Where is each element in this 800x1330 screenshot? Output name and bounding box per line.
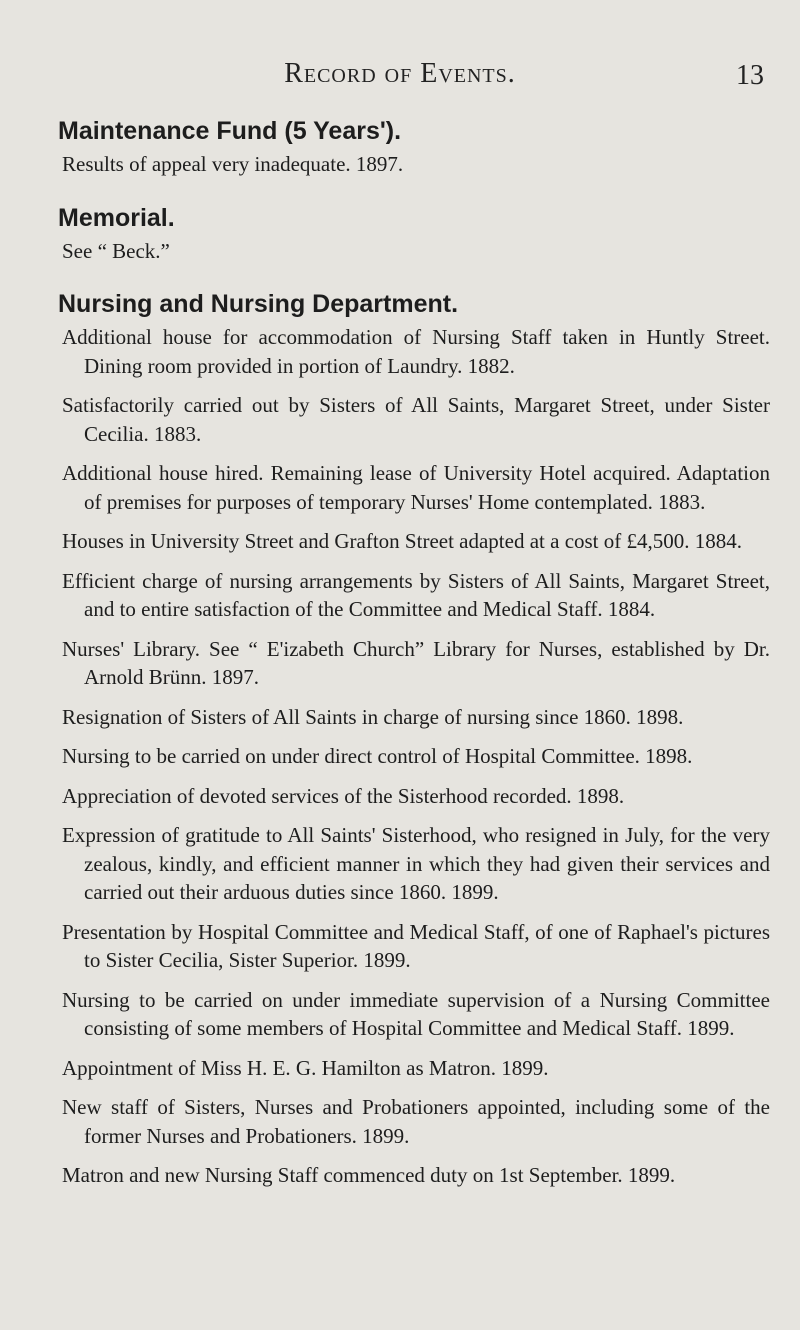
page-number: 13 (736, 60, 764, 91)
entry: New staff of Sisters, Nurses and Probationers appointed, including some of the former Nurses and Probationers. 1899. (62, 1095, 770, 1148)
entry: Additional house hired. Remaining lease of University Hotel acquired. Adaptation of premises for purposes of temporary Nurses' Home contemplated. 1883. (62, 461, 770, 514)
entry: See “ Beck.” (62, 238, 170, 263)
entry: Resignation of Sisters of All Saints in charge of nursing since 1860. 1898. (62, 704, 684, 729)
section-heading: Maintenance Fund (5 Years'). (58, 117, 402, 145)
entry: Additional house for accommodation of Nursing Staff taken in Huntly Street. Dining room provided in portion of Laundry. 1882. (62, 325, 770, 378)
entry: Nursing to be carried on under immediate supervision of a Nursing Committee consisting of some members of Hospital Committee and Medical Staff. 1899. (62, 987, 770, 1040)
entry: Nurses' Library. See “ E'izabeth Church” Library for Nurses, established by Dr. Arnold Brünn. 1897. (62, 636, 770, 689)
entry: Houses in University Street and Grafton Street adapted at a cost of £4,500. 1884. (62, 529, 743, 553)
entry: Expression of gratitude to All Saints' Sisterhood, who resigned in July, for the very zealous, kindly, and efficient manner in which they had given their services and carried out their arduous duties since 1860. 1899. (62, 823, 770, 904)
section-heading: Memorial. (58, 203, 175, 232)
entry: Nursing to be carried on under direct control of Hospital Committee. 1898. (62, 744, 693, 768)
entry: Appreciation of devoted services of the Sisterhood recorded. 1898. (62, 783, 625, 808)
entry: Appointment of Miss H. E. G. Hamilton as Matron. 1899. (62, 1055, 549, 1080)
entry: Results of appeal very inadequate. 1897. (62, 152, 404, 176)
section-nursing-department (58, 289, 770, 1190)
running-head: Record of Events. (284, 58, 516, 89)
entry: Satisfactorily carried out by Sisters of All Saints, Margaret Street, under Sister Cecilia. 1883. (62, 393, 770, 446)
entry: Matron and new Nursing Staff commenced duty on 1st September. 1899. (62, 1163, 676, 1187)
section-maintenance-fund (58, 116, 770, 179)
section-heading: Nursing and Nursing Department. (58, 290, 459, 318)
entry: Efficient charge of nursing arrangements by Sisters of All Saints, Margaret Street, and to entire satisfaction of the Committee and Medical Staff. 1884. (62, 568, 770, 621)
entry: Presentation by Hospital Committee and Medical Staff, of one of Raphael's pictures to Sister Cecilia, Sister Superior. 1899. (62, 919, 770, 972)
document-body (58, 116, 770, 1214)
section-memorial (58, 203, 770, 266)
